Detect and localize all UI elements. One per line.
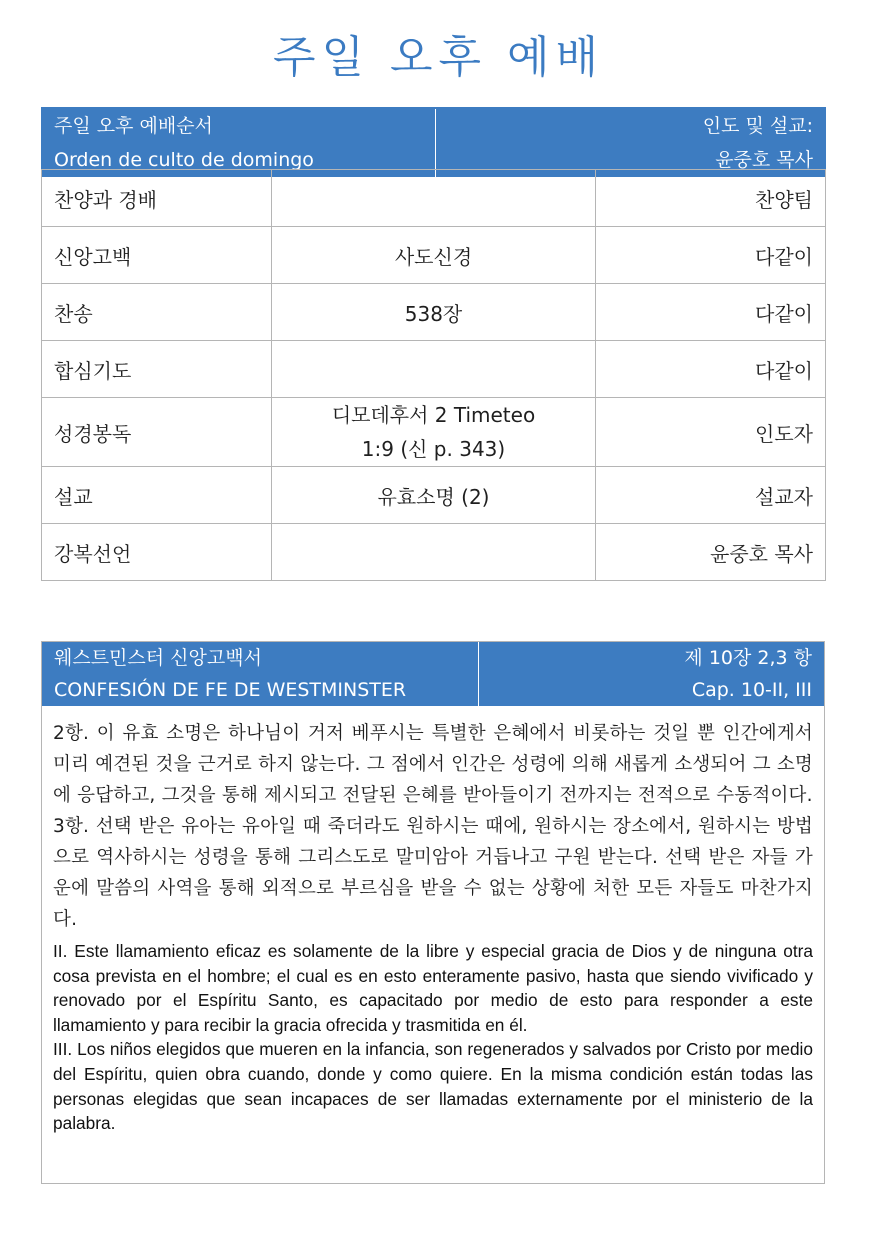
order-header-leader-name: 윤중호 목사 [715,149,813,171]
confession-chapter-es: Cap. 10-II, III [691,679,812,701]
order-leader: 찬양팀 [596,170,826,227]
confession-title-ko: 웨스트민스터 신앙고백서 [54,647,262,669]
order-header-right [436,108,826,178]
table-row [42,170,826,227]
table-row [42,467,826,524]
page-title: 주일 오후 예배 [273,32,604,83]
order-item: 합심기도 [42,341,272,398]
confession-header-right [479,642,824,706]
table-row [42,341,826,398]
order-leader: 다같이 [596,227,826,284]
table-row [42,398,826,467]
order-leader: 다같이 [596,341,826,398]
order-detail [272,524,596,581]
order-header-left [42,108,436,178]
worship-order-rows [41,169,826,581]
confession-chapter-ko: 제 10장 2,3 항 [684,647,812,669]
order-leader: 설교자 [596,467,826,524]
order-leader: 윤중호 목사 [596,524,826,581]
order-header-leader-label: 인도 및 설교: [702,115,813,137]
order-detail [272,341,596,398]
order-header-title-es: Orden de culto de domingo [54,149,314,171]
worship-order-table [41,107,826,178]
confession-body [42,706,824,1136]
confession-title-es: CONFESIÓN DE FE DE WESTMINSTER [54,679,407,701]
order-item: 강복선언 [42,524,272,581]
order-leader: 다같이 [596,284,826,341]
hymn-number: 538장 [272,284,596,341]
table-row [42,227,826,284]
table-row [42,524,826,581]
order-item: 찬양과 경배 [42,170,272,227]
order-detail: 사도신경 [272,227,596,284]
confession-header-left [42,642,479,706]
table-row [42,284,826,341]
order-item: 성경봉독 [42,398,272,467]
confession-es-paragraph-ii: II. Este llamamiento eficaz es solamente de la libre y especial gracia de Dios y de ninguna otra cosa prevista en el hombre; el cual es en esto enteramente pasivo, hasta que siendo vivificado y renovado por el Espíritu Santo, es capacitado por medio de esto para responder a este llamamiento y para recibir la gracia ofrecida y trasmitida en él. [53,941,813,1035]
order-item: 신앙고백 [42,227,272,284]
confession-ko-paragraph-3: 3항. 선택 받은 유아는 유아일 때 죽더라도 원하시는 때에, 원하시는 장소에서, 원하시는 방법으로 역사하시는 성령을 통해 그리스도로 말미암아 거듭나고 구원 받는다. 선택 받은 자들 가운에 말씀의 사역을 통해 외적으로 부르심을 받을 수 없는 상황에 처한 모든 자들도 마찬가지다. [53,816,813,930]
confession-header [42,642,824,706]
order-item: 설교 [42,467,272,524]
scripture-book: 디모데후서 2 Timeteo [331,403,536,427]
sermon-title: 유효소명 (2) [272,467,596,524]
confession-ko-paragraph-2: 2항. 이 유효 소명은 하나님이 거저 베푸시는 특별한 은혜에서 비롯하는 것일 뿐 인간에게서 미리 예견된 것을 근거로 하지 않는다. 그 점에서 인간은 성령에 의해 새롭게 소생되어 그 소명에 응답하고, 그것을 통해 제시되고 전달된 은혜를 받아들이기 전까지는 전적으로 수동적이다. [53,723,813,806]
confession-es-paragraph-iii: III. Los niños elegidos que mueren en la infancia, son regenerados y salvados por Cristo por medio del Espíritu, quien obra cuando, donde y como quiere. En la misma condición están todas las personas elegidas que sean incapaces de ser llamadas externamente por el ministerio de la palabra. [53,1039,813,1134]
order-header-row [42,108,826,178]
order-header-title-ko: 주일 오후 예배순서 [54,115,213,137]
order-leader: 인도자 [596,398,826,467]
order-detail [272,170,596,227]
confession-section [41,641,825,1184]
scripture-reference [272,398,596,467]
order-item: 찬송 [42,284,272,341]
scripture-verse: 1:9 (신 p. 343) [361,437,506,461]
